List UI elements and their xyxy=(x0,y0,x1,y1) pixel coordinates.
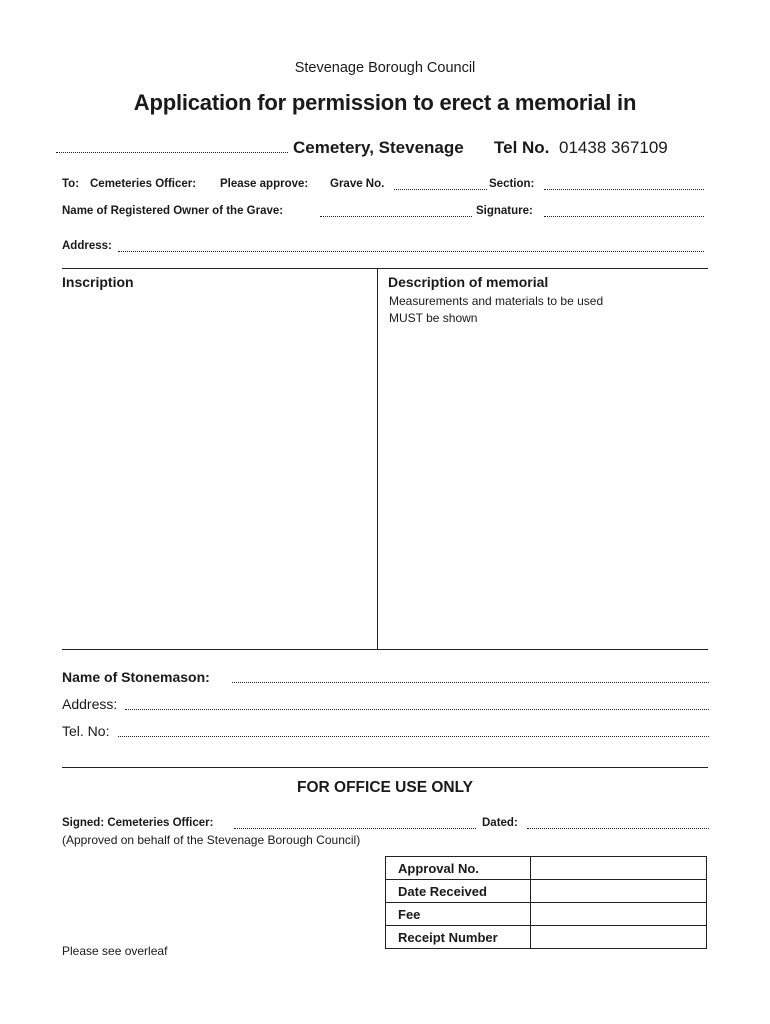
description-note-emphasis: MUST be shown xyxy=(389,311,478,325)
office-use-title: FOR OFFICE USE ONLY xyxy=(297,779,473,796)
council-name: Stevenage Borough Council xyxy=(294,60,476,76)
signature-field[interactable] xyxy=(544,216,704,217)
approval-no-field[interactable] xyxy=(531,857,707,880)
fee-field[interactable] xyxy=(531,903,707,926)
stonemason-tel-label: Tel. No: xyxy=(62,723,110,739)
address-row xyxy=(62,240,705,256)
office-table xyxy=(385,856,707,949)
description-area[interactable] xyxy=(382,330,706,646)
panel-divider xyxy=(377,268,378,649)
section-field[interactable] xyxy=(544,189,704,190)
signature-label: Signature: xyxy=(476,205,533,217)
stonemason-address-field[interactable] xyxy=(125,709,709,710)
table-row xyxy=(386,880,707,903)
owner-label: Name of Registered Owner of the Grave: xyxy=(62,205,284,217)
panel-bottom-rule xyxy=(62,649,708,650)
section-label: Section: xyxy=(489,178,535,190)
stonemason-name-row xyxy=(62,669,709,689)
receipt-number-field[interactable] xyxy=(531,926,707,949)
description-label: Description of memorial xyxy=(388,274,549,290)
table-row xyxy=(386,903,707,926)
dated-label: Dated: xyxy=(482,817,518,829)
owner-field[interactable] xyxy=(320,216,472,217)
grave-no-field[interactable] xyxy=(394,189,487,190)
approve-label: Please approve: xyxy=(220,178,309,190)
stonemason-name-label: Name of Stonemason: xyxy=(62,669,210,685)
overleaf-note: Please see overleaf xyxy=(62,944,168,958)
cemetery-name-field[interactable] xyxy=(56,152,288,153)
date-received-field[interactable] xyxy=(531,880,707,903)
description-note: Measurements and materials to be used xyxy=(389,294,604,308)
grave-no-label: Grave No. xyxy=(330,178,385,190)
date-received-label: Date Received xyxy=(386,880,531,903)
inscription-label: Inscription xyxy=(62,274,134,290)
stonemason-name-field[interactable] xyxy=(232,682,709,683)
address-label: Address: xyxy=(62,240,112,252)
inscription-area[interactable] xyxy=(62,294,374,646)
stonemason-address-label: Address: xyxy=(62,696,118,712)
signed-row xyxy=(62,817,709,833)
cemetery-line xyxy=(56,138,716,160)
stonemason-tel-row xyxy=(62,723,709,743)
dated-field[interactable] xyxy=(527,828,709,829)
cemetery-suffix: Cemetery, Stevenage xyxy=(293,138,464,157)
approval-no-label: Approval No. xyxy=(386,857,531,880)
fee-label: Fee xyxy=(386,903,531,926)
form-title: Application for permission to erect a memorial in xyxy=(133,90,637,115)
address-field[interactable] xyxy=(118,251,704,252)
stonemason-tel-field[interactable] xyxy=(118,736,709,737)
signed-field[interactable] xyxy=(234,828,476,829)
to-label: To: xyxy=(62,178,80,190)
officer-label: Cemeteries Officer: xyxy=(90,178,197,190)
panel-top-rule xyxy=(62,268,708,269)
table-row xyxy=(386,857,707,880)
table-row xyxy=(386,926,707,949)
approved-note: (Approved on behalf of the Stevenage Borough Council) xyxy=(62,833,361,847)
stonemason-address-row xyxy=(62,696,709,716)
owner-row xyxy=(62,205,705,221)
approval-request-row xyxy=(62,178,705,194)
receipt-number-label: Receipt Number xyxy=(386,926,531,949)
tel-label: Tel No. xyxy=(494,138,550,157)
tel-value: 01438 367109 xyxy=(559,138,668,157)
office-rule xyxy=(62,767,708,768)
signed-label: Signed: Cemeteries Officer: xyxy=(62,817,214,829)
